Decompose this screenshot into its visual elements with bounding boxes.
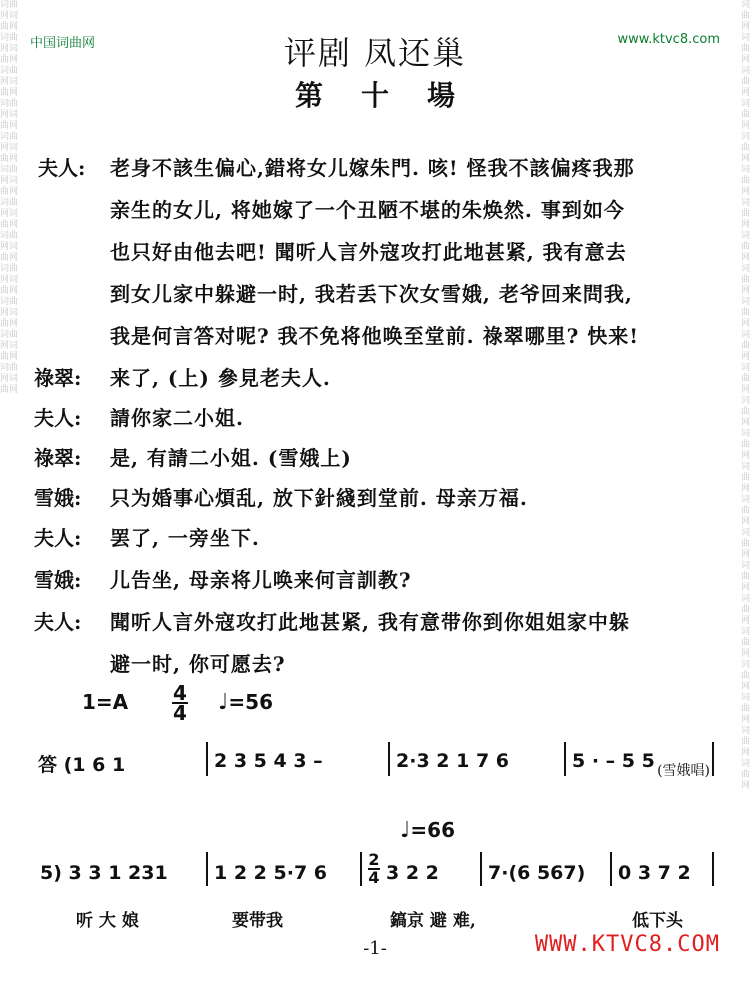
scene-heading: 第十場: [294, 79, 493, 112]
dialogue-line: 只为婚事心煩乱, 放下針綫到堂前. 母亲万福.: [110, 486, 528, 510]
dialogue-line: 来了, (上) 參見老夫人.: [110, 366, 331, 390]
barline: [564, 742, 566, 776]
speaker-label: 夫人:: [34, 610, 82, 634]
dialogue-line: 老身不該生偏心,錯将女儿嫁朱門. 咳! 怪我不該偏疼我那: [110, 156, 635, 180]
page-title: 评剧 凤还巢: [283, 34, 467, 72]
time-signature-2: [368, 852, 380, 886]
lyric-text: 低下头: [632, 911, 683, 931]
site-url-right[interactable]: www.ktvc8.com: [617, 32, 720, 47]
dialogue-line: 我是何言答对呢? 我不免将他唤至堂前. 祿翠哪里? 快来!: [110, 324, 640, 348]
score-measure: 7·(6 567): [488, 862, 586, 884]
score-measure: 5) 3 3 1 231: [40, 862, 168, 884]
quarter-note-icon: ♩: [400, 818, 411, 843]
speaker-label: 夫人:: [34, 526, 82, 550]
speaker-label: 祿翠:: [34, 366, 82, 390]
time-sig-top: 2: [368, 850, 380, 869]
lyric-text: 听 大 娘: [76, 911, 139, 931]
tempo-value: =56: [228, 690, 273, 714]
lyric-text: 要带我: [232, 911, 283, 931]
dialogue-line: 亲生的女儿, 将她嫁了一个丑陋不堪的朱焕然. 事到如今: [110, 198, 625, 222]
tempo-value: =66: [410, 818, 455, 842]
barline: [206, 742, 208, 776]
key-signature: 1=A: [82, 690, 129, 714]
watermark-left: 词曲网词曲网词曲网词曲网词曲网词曲网词曲网词曲网词曲网词曲网词曲网词曲网词曲网词曲网词曲网词曲网词曲网词曲网词曲网词曲网词曲网词曲网词曲网词曲网: [0, 0, 19, 395]
time-signature: [172, 681, 188, 725]
barline: [480, 852, 482, 886]
site-url-bottom[interactable]: WWW.KTVC8.COM: [534, 932, 720, 957]
barline: [388, 742, 390, 776]
score-line-1-lead: 答 (1 6 1: [38, 754, 126, 776]
speaker-label: 雪娥:: [34, 486, 82, 510]
barline: [712, 852, 714, 886]
score-measure: 0 3 7 2: [618, 862, 691, 884]
quarter-note-icon: ♩: [218, 690, 229, 715]
site-name-left[interactable]: 中国词曲网: [30, 36, 96, 51]
lyric-text: 鎬京 避 难,: [390, 911, 476, 931]
dialogue-line: 到女儿家中躲避一时, 我若丢下次女雪娥, 老爷回来問我,: [110, 282, 633, 306]
score-measure: 1 2 2 5·7 6: [214, 862, 327, 884]
score-measure: 3 2 2: [386, 862, 439, 884]
time-sig-top: 4: [173, 681, 187, 705]
dialogue-line: 請你家二小姐.: [110, 406, 244, 430]
speaker-label: 雪娥:: [34, 568, 82, 592]
time-sig-bottom: 4: [368, 868, 380, 887]
tempo-marking: [218, 690, 273, 715]
barline: [206, 852, 208, 886]
dialogue-line: 聞听人言外寇攻打此地甚紧, 我有意带你到你姐姐家中躲: [110, 610, 630, 634]
dialogue-line: 是, 有請二小姐. (雪娥上): [110, 446, 352, 470]
dialogue-line: 罢了, 一旁坐下.: [110, 526, 260, 550]
time-sig-bottom: 4: [173, 701, 187, 725]
page-number: -1-: [363, 938, 387, 959]
dialogue-line: 也只好由他去吧! 聞听人言外寇攻打此地甚紧, 我有意去: [110, 240, 627, 264]
speaker-label: 祿翠:: [34, 446, 82, 470]
speaker-label: 夫人:: [34, 406, 82, 430]
watermark-right: 词曲网词曲网词曲网词曲网词曲网词曲网词曲网词曲网词曲网词曲网词曲网词曲网词曲网词曲网词曲网词曲网词曲网词曲网词曲网词曲网词曲网词曲网词曲网词曲网: [740, 0, 750, 791]
score-measure: 5 · – 5 5: [572, 750, 655, 772]
barline: [610, 852, 612, 886]
dialogue-line: 儿告坐, 母亲将儿唤来何言訓教?: [110, 568, 412, 592]
dialogue-line: 避一时, 你可愿去?: [110, 652, 286, 676]
barline: [360, 852, 362, 886]
barline: [712, 742, 714, 776]
score-measure: 2 3 5 4 3 –: [214, 750, 323, 772]
score-measure: 2·3 2 1 7 6: [396, 750, 509, 772]
tempo-marking-2: [400, 818, 455, 843]
speaker-label: 夫人:: [38, 156, 86, 180]
singer-note: (雪娥唱): [657, 763, 710, 779]
